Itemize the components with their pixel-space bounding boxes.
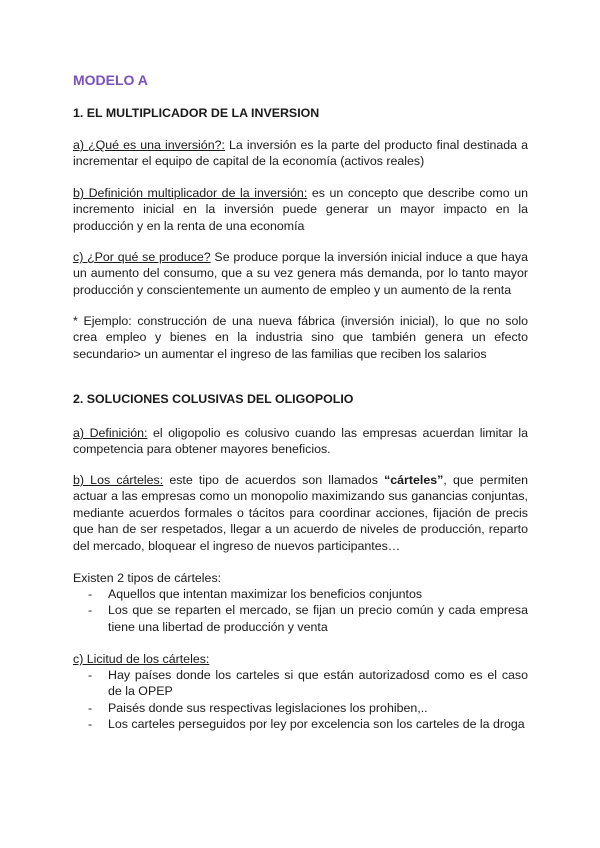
- list-item-text: Hay países donde los carteles si que están autorizadosd como es el caso de la OPEP: [108, 668, 528, 699]
- definition-label: a) Definición:: [73, 426, 148, 440]
- question-label: a) ¿Qué es una inversión?:: [73, 138, 225, 152]
- paragraph-text: este tipo de acuerdos son llamados: [163, 473, 385, 487]
- carteles-bold: “cárteles”: [384, 473, 444, 487]
- paragraph-text: es un concepto que describe como un incremento inicial en la inversión puede generar un mayor impacto en la producción y en la renta de una economía: [73, 186, 528, 233]
- dash-bullet: -: [88, 587, 93, 601]
- licitud-label: c) Licitud de los cárteles:: [73, 652, 210, 666]
- list-item: [88, 716, 528, 732]
- model-title: MODELO A: [73, 72, 148, 88]
- list-item-text: Los carteles perseguidos por ley por excelencia son los carteles de la droga: [108, 717, 525, 732]
- list-item-text: Paisés donde sus respectivas legislaciones los prohiben,..: [108, 700, 428, 715]
- types-list: [88, 586, 528, 635]
- paragraph-text: La inversión es la parte del producto final destinada a incrementar el equipo de capital de la economía (activos reales): [73, 138, 528, 169]
- list-item: [88, 586, 528, 602]
- section1-heading: 1. EL MULTIPLICADOR DE LA INVERSION: [73, 106, 320, 120]
- dash-bullet: -: [88, 700, 93, 715]
- section2-heading: 2. SOLUCIONES COLUSIVAS DEL OLIGOPOLIO: [73, 392, 354, 406]
- carteles-label: b) Los cárteles:: [73, 473, 164, 487]
- list-item: [88, 700, 528, 716]
- paragraph-text: el oligopolio es colusivo cuando las empresas acuerdan limitar la competencia para obtener mayores beneficios.: [73, 426, 528, 457]
- list-item: [88, 667, 528, 700]
- list-item-text: Aquellos que intentan maximizar los beneficios conjuntos: [108, 587, 423, 601]
- dash-bullet: -: [88, 603, 93, 618]
- section1-paragraph-c: [73, 249, 528, 298]
- section1-example: * Ejemplo: construcción de una nueva fábrica (inversión inicial), lo que no solo crea empleo y bienes en la industria sino que también genera un efecto secundario> un aumentar el ingreso de las familias que reciben los salarios: [73, 314, 528, 361]
- paragraph-text: Se produce porque la inversión inicial induce a que haya un aumento del consumo, que a su vez genera más demanda, por lo tanto mayor producción y conscientemente un aumento de empleo y un aumento de la renta: [73, 250, 529, 297]
- section1-paragraph-b: [73, 185, 528, 234]
- section2-paragraph-b: [73, 472, 528, 554]
- question-label: c) ¿Por qué se produce?: [73, 250, 211, 264]
- definition-label: b) Definición multiplicador de la inversión:: [73, 186, 308, 200]
- types-intro: Existen 2 tipos de cárteles:: [73, 571, 222, 585]
- dash-bullet: -: [88, 668, 93, 682]
- list-item: [88, 602, 528, 635]
- section2-paragraph-a: [73, 425, 528, 458]
- paragraph-text: , que permiten actuar a las empresas como un monopolio maximizando sus ganancias conjuntas, mediante acuerdos formales o tácitos para coordinar acciones, fijación de precis que han de ser respetados, llegar a un acuerdo de niveles de producción, reparto del mercado, bloquear el ingreso de nuevos participantes…: [73, 473, 528, 553]
- section1-paragraph-a: [73, 137, 528, 170]
- licitud-list: [88, 667, 528, 733]
- list-item-text: Los que se reparten el mercado, se fijan un precio común y cada empresa tiene una libertad de producción y venta: [108, 603, 528, 634]
- dash-bullet: -: [88, 717, 93, 732]
- licitud-label-line: [73, 651, 528, 667]
